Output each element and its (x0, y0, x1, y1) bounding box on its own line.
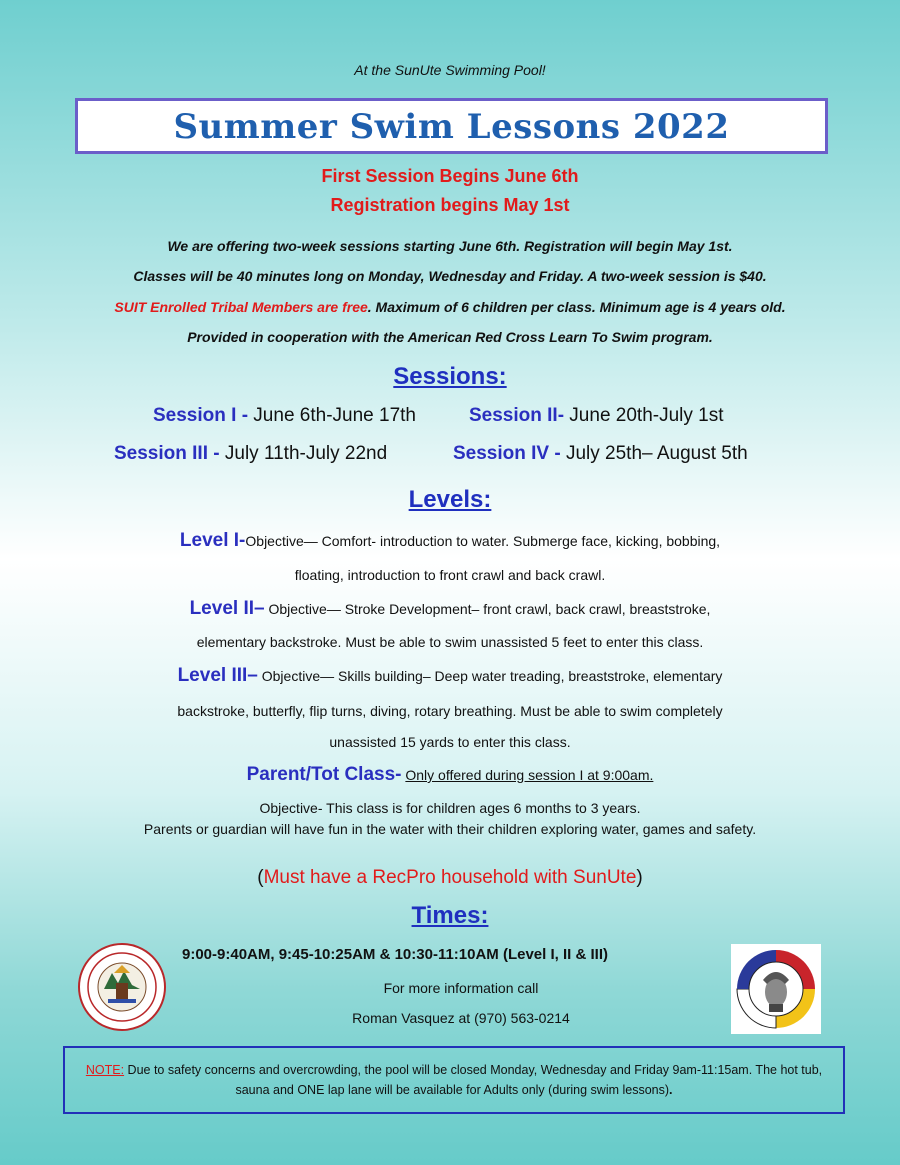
note-box (63, 1046, 845, 1114)
level-iii-line-1 (0, 665, 900, 687)
intro-line-1: We are offering two-week sessions starting June 6th. Registration will begin May 1st. (167, 238, 733, 254)
level-i-line-1 (0, 530, 900, 552)
level-iii-line-2: backstroke, butterfly, flip turns, diving, rotary breathing. Must be able to swim completely (177, 703, 723, 719)
sessions-heading: Sessions: (393, 363, 507, 390)
level-ii-text-1: Objective— Stroke Development– front crawl, back crawl, breaststroke, (264, 601, 711, 617)
tribal-free-text: SUIT Enrolled Tribal Members are free (114, 299, 368, 315)
note-end: . (669, 1083, 673, 1097)
intro-line-4: Provided in cooperation with the American Red Cross Learn To Swim program. (187, 329, 713, 345)
session-ii-dates: June 20th-July 1st (564, 405, 724, 426)
parent-tot-line-1: Objective- This class is for children ages 6 months to 3 years. (259, 800, 641, 816)
more-info-line: For more information call (383, 980, 539, 996)
level-iii-label: Level III– (177, 665, 258, 686)
community-center-icon (731, 944, 821, 1034)
levels-heading: Levels: (408, 486, 492, 513)
contact-line: Roman Vasquez at (970) 563-0214 (352, 1010, 570, 1026)
session-ii (469, 405, 724, 427)
intro-line-2: Classes will be 40 minutes long on Monday, Wednesday and Friday. A two-week session is $40. (133, 268, 767, 284)
parent-tot-line (0, 764, 900, 786)
level-i-text-1: Objective— Comfort- introduction to water. Submerge face, kicking, bobbing, (245, 533, 721, 549)
session-i (153, 405, 416, 427)
note-label: NOTE: (85, 1063, 125, 1077)
session-iii (114, 443, 387, 465)
first-session-line: First Session Begins June 6th (321, 166, 579, 186)
times-heading: Times: (411, 902, 489, 929)
time-slots: 9:00-9:40AM, 9:45-10:25AM & 10:30-11:10AM (Level I, II & III) (182, 946, 608, 963)
parent-tot-line-2: Parents or guardian will have fun in the water with their children exploring water, games and safety. (143, 821, 757, 837)
subtitle: At the SunUte Swimming Pool! (354, 62, 546, 78)
tribal-seal-icon (78, 943, 166, 1031)
session-ii-label: Session II- (469, 405, 565, 426)
community-center-logo (731, 944, 821, 1034)
title-box (75, 98, 828, 154)
registration-line: Registration begins May 1st (330, 195, 570, 215)
note-text: Due to safety concerns and overcrowding, the pool will be closed Monday, Wednesday and Friday 9am-11:15am. The hot tub, sauna and ONE lap lane will be available for Adults only (during swim lessons) (124, 1063, 823, 1097)
level-ii-label: Level II– (189, 598, 265, 619)
session-i-label: Session I - (153, 405, 249, 426)
level-ii-line-2: elementary backstroke. Must be able to swim unassisted 5 feet to enter this class. (196, 634, 704, 650)
recpro-close: ) (636, 867, 643, 888)
session-i-dates: June 6th-June 17th (248, 405, 416, 426)
intro-line-3 (0, 299, 900, 315)
session-iv (453, 443, 748, 465)
parent-tot-label: Parent/Tot Class- (246, 764, 402, 785)
tribal-seal-logo (78, 943, 166, 1031)
level-i-line-2: floating, introduction to front crawl and back crawl. (294, 567, 606, 583)
level-ii-line-1 (0, 598, 900, 620)
session-iii-dates: July 11th-July 22nd (219, 443, 388, 464)
recpro-line (0, 867, 900, 889)
page-title: Summer Swim Lessons 2022 (173, 107, 730, 147)
parent-tot-note: Only offered during session I at 9:00am. (405, 767, 654, 783)
level-iii-line-3: unassisted 15 yards to enter this class. (329, 734, 571, 750)
intro-line-3-rest: . Maximum of 6 children per class. Minimum age is 4 years old. (367, 299, 786, 315)
level-i-label: Level I- (179, 530, 246, 551)
level-iii-text-1: Objective— Skills building– Deep water treading, breaststroke, elementary (257, 668, 723, 684)
session-iii-label: Session III - (114, 443, 220, 464)
recpro-open: ( (257, 867, 264, 888)
session-iv-dates: July 25th– August 5th (565, 443, 748, 464)
recpro-text: Must have a RecPro household with SunUte (263, 867, 637, 888)
session-iv-label: Session IV - (453, 443, 566, 464)
